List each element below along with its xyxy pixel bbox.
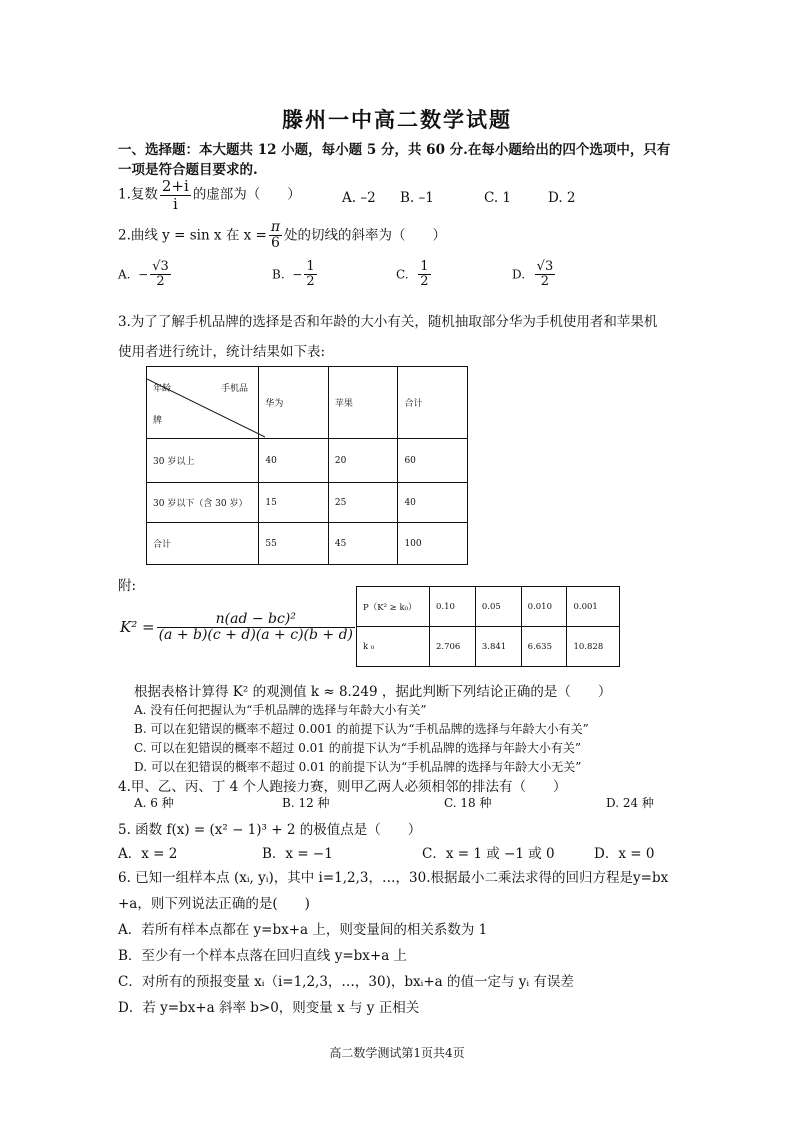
q5-option-d: D．x = 0 [594, 846, 655, 862]
page-title: 滕州一中高二数学试题 [282, 107, 512, 132]
table-header-cell: 苹果 [328, 367, 398, 439]
q6-line1 [118, 866, 668, 886]
q4-option-c: C. 18 种 [444, 796, 492, 810]
table-cell: 60 [398, 439, 468, 483]
q3-stem: 根据表格计算得 K² 的观测值 k ≈ 8.249 ，据此判断下列结论正确的是（ ） [134, 684, 612, 700]
q1-option-b: B. –1 [400, 190, 434, 206]
question-2 [118, 220, 446, 252]
table-header-row [147, 367, 468, 439]
table-row [357, 587, 620, 627]
table-cell: 10.828 [567, 627, 620, 667]
corner-diagonal-line [147, 367, 265, 439]
table-header-cell: 华为 [259, 367, 329, 439]
q4-option-d: D. 24 种 [606, 796, 654, 810]
q5-option-c: C．x = 1 或 −1 或 0 [422, 846, 555, 862]
formula-numerator: n(ad − bc)² [157, 612, 355, 628]
page-footer: 高二数学测试第1页共4页 [329, 1046, 465, 1060]
q2-option-d: D. $\frac{√3}{2}$ [512, 259, 554, 290]
table-cell: 2.706 [430, 627, 476, 667]
table-row-label: 合计 [147, 523, 259, 565]
q3-line1: 3.为了了解手机品牌的选择是否和年龄的大小有关，随机抽取部分华为手机使用者和苹果机 [118, 314, 658, 330]
table-corner-cell [147, 367, 259, 439]
q2-text-a: 2.曲线 y = sin x 在 x = [118, 227, 267, 244]
table-row [147, 439, 468, 483]
q1-option-d: D. 2 [548, 190, 576, 206]
q1-option-c: C. 1 [484, 190, 512, 206]
table-cell: 0.05 [475, 587, 521, 627]
corner-label-brand: 手机品 [221, 384, 249, 394]
q2-denominator: 6 [270, 235, 280, 252]
q3-option-d: D. 可以在犯错误的概率不超过 0.01 的前提下认为“手机品牌的选择与年龄大小无关” [134, 760, 582, 774]
q3-line2: 使用者进行统计，统计结果如下表: [118, 344, 326, 360]
corner-label-brand-cont: 牌 [153, 416, 163, 426]
table-row [357, 627, 620, 667]
q1-denominator: i [172, 194, 178, 213]
formula-fraction [157, 612, 355, 644]
section-heading-line1: 一、选择题：本大题共 12 小题，每小题 5 分，共 60 分.在每小题给出的四个选项中，只有 [118, 142, 671, 158]
table-header-cell: 合计 [398, 367, 468, 439]
table-cell: 0.10 [430, 587, 476, 627]
q2-text-b: 处的切线的斜率为（ ） [284, 227, 447, 244]
table-cell: 45 [328, 523, 398, 565]
k-squared-formula [120, 612, 357, 644]
q6-option-d: D．若 y=bx+a 斜率 b>0，则变量 x 与 y 正相关 [118, 1000, 420, 1016]
table-cell: 3.841 [475, 627, 521, 667]
table-cell: 0.010 [521, 587, 567, 627]
question-1 [118, 178, 301, 212]
q3-option-a: A. 没有任何把握认为“手机品牌的选择与年龄大小有关” [134, 703, 427, 717]
appendix-label: 附: [118, 578, 137, 594]
table-row [147, 483, 468, 523]
q6-line2: +a，则下列说法正确的是( ) [118, 896, 310, 912]
q1-numerator: 2+i [161, 177, 189, 195]
q6-option-c: C．对所有的预报变量 xᵢ（i=1,2,3，…，30)，bxᵢ+a 的值一定与 yᵢ 有误差 [118, 974, 574, 990]
q5-option-a: A．x = 2 [118, 846, 178, 862]
table-cell: 40 [398, 483, 468, 523]
brand-age-table [146, 366, 468, 565]
q6-regression-equation: y=bx [633, 870, 669, 886]
table-cell: 100 [398, 523, 468, 565]
corner-label-age: 年龄 [153, 384, 172, 394]
formula-lhs: K² = [120, 617, 155, 636]
q6-option-b: B．至少有一个样本点落在回归直线 y=bx+a 上 [118, 948, 408, 964]
formula-denominator: (a + b)(c + d)(a + c)(b + d) [158, 627, 354, 644]
table-cell: 6.635 [521, 627, 567, 667]
q4-stem: 4.甲、乙、丙、丁 4 个人跑接力赛，则甲乙两人必须相邻的排法有（ ） [118, 779, 567, 795]
q6-option-a: A．若所有样本点都在 y=bx+a 上，则变量间的相关系数为 1 [118, 922, 488, 938]
q2-numerator: π [270, 219, 281, 235]
q5-stem: 5. 函数 f(x) = (x² − 1)³ + 2 的极值点是（ ） [118, 822, 422, 838]
q6-line1-text: 6. 已知一组样本点 (xᵢ, yᵢ)，其中 i=1,2,3，…，30.根据最小二乘法求得的回归方程是 [118, 870, 633, 886]
table-row-label: 30 岁以下（含 30 岁） [147, 483, 259, 523]
q1-option-a: A. –2 [342, 190, 376, 206]
table-cell: 20 [328, 439, 398, 483]
table-cell: 55 [259, 523, 329, 565]
q1-prefix: 1.复数 [118, 186, 158, 203]
q1-suffix: 的虚部为（ ） [192, 186, 301, 203]
q4-option-a: A. 6 种 [134, 796, 174, 810]
q2-fraction [269, 220, 282, 252]
table-cell: 40 [259, 439, 329, 483]
q3-option-b: B. 可以在犯错误的概率不超过 0.001 的前提下认为“手机品牌的选择与年龄大小有关” [134, 722, 589, 736]
q4-option-b: B. 12 种 [282, 796, 330, 810]
q1-fraction [160, 178, 191, 212]
table-row-label: k ₀ [357, 627, 430, 667]
critical-value-table [356, 586, 620, 667]
table-row-label: P（K² ≥ k₀） [357, 587, 430, 627]
q2-option-c: C. $\frac{1}{2}$ [396, 259, 429, 290]
q2-option-a: A. − $\frac{√3}{2}$ [118, 259, 169, 290]
q3-option-c: C. 可以在犯错误的概率不超过 0.01 的前提下认为“手机品牌的选择与年龄大小有关” [134, 741, 582, 755]
table-row-label: 30 岁以上 [147, 439, 259, 483]
table-cell: 25 [328, 483, 398, 523]
q5-option-b: B．x = −1 [262, 846, 333, 862]
q2-option-b: B. − $\frac{1}{2}$ [272, 259, 315, 290]
section-heading-line2: 一项是符合题目要求的. [118, 162, 258, 178]
table-cell: 0.001 [567, 587, 620, 627]
table-cell: 15 [259, 483, 329, 523]
table-row [147, 523, 468, 565]
